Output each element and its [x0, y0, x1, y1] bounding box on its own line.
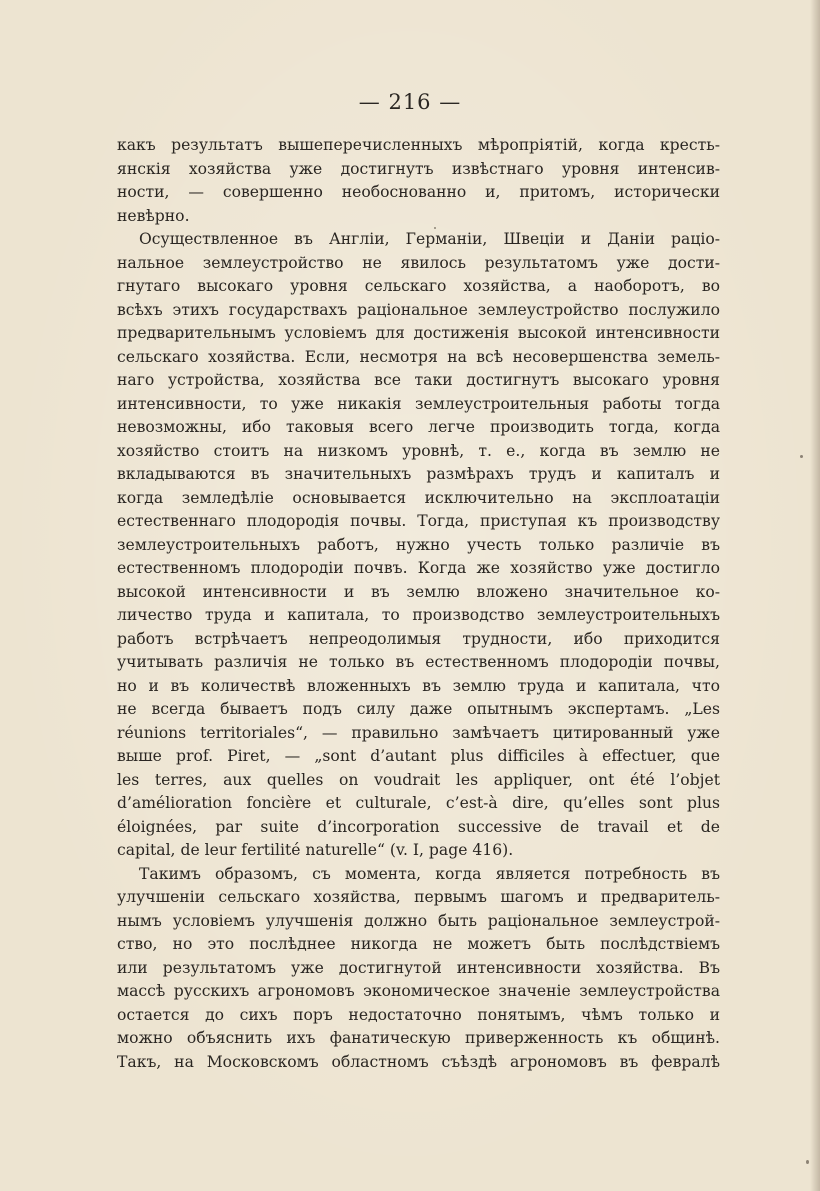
text-line: ности, — совершенно необоснованно и, притомъ, исторически: [117, 183, 720, 201]
text-line: capital, de leur fertilité naturelle“ (v. I, page 416).: [117, 841, 514, 859]
text-line: éloignées, par suite d’incorporation successive de travail et de: [117, 817, 720, 836]
text-line: нымъ условіемъ улучшенія должно быть раціональное землеустрой-: [117, 911, 720, 930]
paragraph-3: [117, 863, 720, 1075]
text-line: какъ результатъ вышеперечисленныхъ мѣропріятій, когда кресть-: [117, 136, 720, 154]
page-body-text: [117, 134, 720, 1074]
paragraph-2: [117, 228, 720, 863]
paper-speck: [434, 227, 436, 229]
text-line: личество труда и капитала, то производство землеустроительныхъ: [117, 606, 720, 624]
text-line: остается до сихъ поръ недостаточно понятымъ, чѣмъ только и: [117, 1005, 720, 1024]
text-line: не всегда бываетъ подъ силу даже опытнымъ экспертамъ. „Les: [117, 700, 720, 718]
paper-speck: [806, 1160, 809, 1164]
text-line: невѣрно.: [117, 206, 190, 225]
page-number: — 216 —: [358, 90, 462, 114]
text-line: янскія хозяйства уже достигнутъ извѣстнаго уровня интенсив-: [117, 159, 720, 178]
text-line: работъ встрѣчаетъ непреодолимыя трудности, ибо приходится: [117, 629, 720, 648]
text-line: les terres, aux quelles on voudrait les appliquer, ont été l’objet: [117, 770, 720, 789]
text-line: когда земледѣліе основывается исключительно на эксплоатаціи: [117, 488, 720, 507]
text-line: ство, но это послѣднее никогда не можетъ быть послѣдствіемъ: [117, 935, 720, 953]
text-line: можно объяснить ихъ фанатическую приверженность къ общинѣ.: [117, 1029, 720, 1047]
text-line: массѣ русскихъ агрономовъ экономическое значеніе землеустройства: [117, 982, 720, 1000]
text-line: Такъ, на Московскомъ областномъ съѣздѣ агрономовъ въ февралѣ: [117, 1052, 720, 1071]
text-line: землеустроительныхъ работъ, нужно учесть только различіе въ: [117, 535, 720, 554]
text-line: интенсивности, то уже никакія землеустроительныя работы тогда: [117, 394, 720, 413]
text-line: сельскаго хозяйства. Если, несмотря на всѣ несовершенства земель-: [117, 347, 720, 366]
page-edge-shadow: [810, 0, 820, 1191]
text-line: предварительнымъ условіемъ для достиженія высокой интенсивности: [117, 324, 720, 342]
text-line: наго устройства, хозяйства все таки достигнутъ высокаго уровня: [117, 371, 720, 389]
text-line: невозможны, ибо таковыя всего легче производить тогда, когда: [117, 418, 720, 436]
text-line: нальное землеустройство не явилось результатомъ уже дости-: [117, 253, 720, 272]
text-line: хозяйство стоитъ на низкомъ уровнѣ, т. е., когда въ землю не: [117, 441, 720, 460]
text-line: всѣхъ этихъ государствахъ раціональное землеустройство послужило: [117, 300, 720, 319]
text-line: учитывать различія не только въ естественномъ плодородіи почвы,: [117, 653, 720, 671]
text-line: высокой интенсивности и въ землю вложено значительное ко-: [117, 582, 720, 601]
text-line: но и въ количествѣ вложенныхъ въ землю труда и капитала, что: [117, 676, 720, 695]
text-line: или результатомъ уже достигнутой интенсивности хозяйства. Въ: [117, 958, 720, 977]
text-line: d’amélioration foncière et culturale, c’est-à dire, qu’elles sont plus: [117, 794, 720, 812]
text-line: Такимъ образомъ, съ момента, когда является потребность въ: [139, 864, 720, 883]
paper-speck: [800, 455, 803, 458]
text-line: выше prof. Piret, — „sont d’autant plus difficiles à effectuer, que: [117, 747, 720, 765]
text-line: вкладываются въ значительныхъ размѣрахъ трудъ и капиталъ и: [117, 465, 720, 483]
text-line: Осуществленное въ Англіи, Германіи, Швеціи и Даніи раціо-: [139, 230, 720, 248]
text-line: улучшеніи сельскаго хозяйства, первымъ шагомъ и предваритель-: [117, 888, 720, 906]
text-line: естественномъ плодородіи почвъ. Когда же хозяйство уже достигло: [117, 559, 720, 577]
paragraph-1: [117, 134, 720, 228]
text-line: réunions territoriales“, — правильно замѣчаетъ цитированный уже: [117, 723, 720, 742]
text-line: естественнаго плодородія почвы. Тогда, приступая къ производству: [117, 512, 720, 530]
text-line: гнутаго высокаго уровня сельскаго хозяйства, а наоборотъ, во: [117, 277, 720, 295]
